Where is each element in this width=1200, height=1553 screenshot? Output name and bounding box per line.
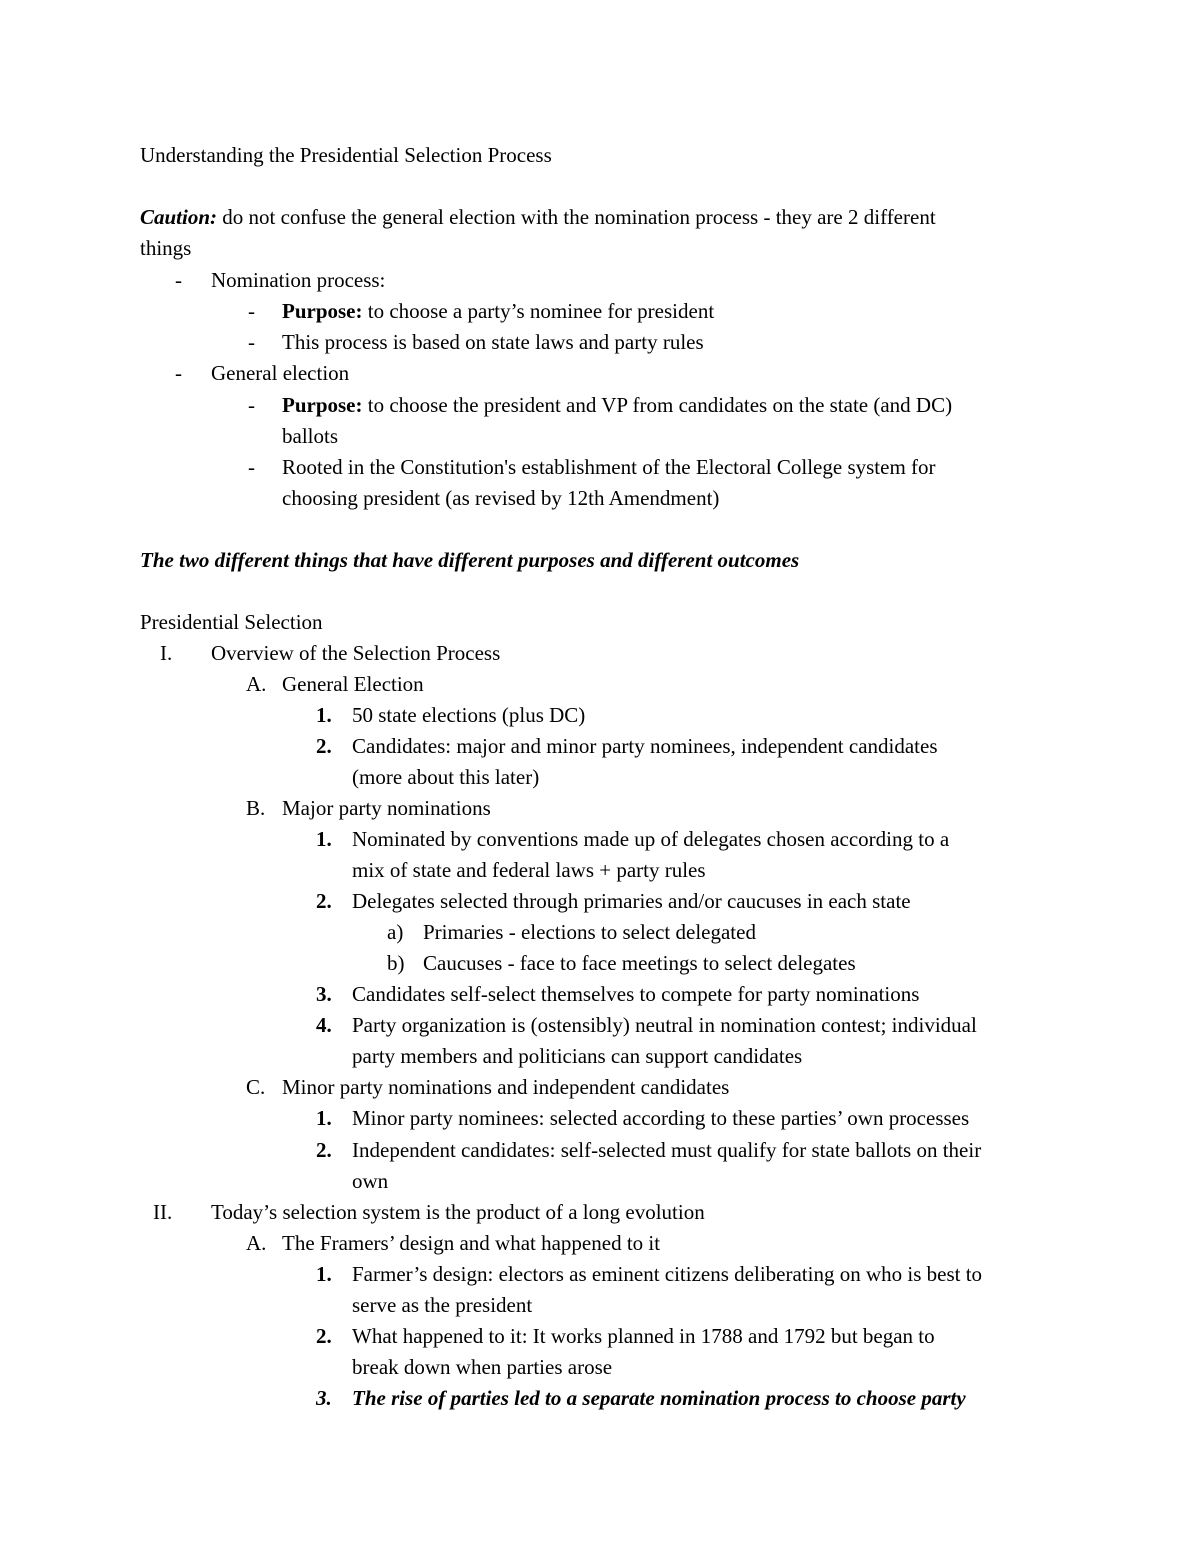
number-marker: 4. — [316, 1013, 332, 1037]
dash-marker: - — [248, 330, 255, 354]
sub-letter-marker: a) — [387, 920, 404, 944]
dash-marker: - — [248, 455, 255, 479]
number-marker: 2. — [316, 889, 332, 913]
number-marker: 1. — [316, 827, 332, 851]
letter-marker: A. — [246, 672, 267, 696]
number-marker: 3. — [316, 982, 332, 1006]
dash-marker: - — [175, 268, 182, 292]
caution-label: Caution: — [140, 205, 218, 229]
number-marker: 1. — [316, 1106, 332, 1130]
dash-marker: - — [248, 393, 255, 417]
dash-marker: - — [175, 361, 182, 385]
caution-text: do not confuse the general election with the nomination process - they are 2 different — [217, 205, 936, 229]
letter-marker: A. — [246, 1231, 267, 1255]
number-marker: 1. — [316, 703, 332, 727]
dash-marker: - — [248, 299, 255, 323]
number-marker: 2. — [316, 734, 332, 758]
purpose-label: Purpose: — [282, 299, 363, 323]
roman-numeral: I. — [160, 641, 173, 665]
number-marker: 2. — [316, 1324, 332, 1348]
sub-letter-marker: b) — [387, 951, 405, 975]
number-marker: 1. — [316, 1262, 332, 1286]
roman-numeral: II. — [153, 1200, 173, 1224]
letter-marker: C. — [246, 1075, 266, 1099]
letter-marker: B. — [246, 796, 266, 820]
purpose-label: Purpose: — [282, 393, 363, 417]
document-page: Understanding the Presidential Selection Process Caution: do not confuse the general election with the nomination process - they are 2 different things - Nomination process: - Purpose: to choose a party’s nominee for president - This process is based on state laws and party rules - General election - Purpose: to choose the president and VP from candidates on the state (and DC) ballots - Rooted in the Constitution's establishment of the Electoral College system for choosing president (as revised by 12th Amendment) The two different things that have different purposes and different outcomes Presidential Selection I. Overview of the Selection Process A. General Election 1. 50 state elections (plus DC) 2. Candidates: major and minor party nominees, independent candidates (more about this later) B. Major party nominations 1. Nominated by conventions made up of delegates chosen according to a mix of state and federal laws + party rules 2. Delegates selected through primaries and/or caucuses in each state a) Primaries - elections to select delegated b) Caucuses - face to face meetings to select delegates 3. Candidates self-select themselves to compete for party nominations 4. Party organization is (ostensibly) neutral in nomination contest; individual party members and politicians can support candidates C. Minor party nominations and independent candidates 1. Minor party nominees: selected according to these parties’ own processes 2. Independent candidates: self-selected must qualify for state ballots on their own II. Today’s selection system is the product of a long evolution A. The Framers’ design and what happened to it 1. Farmer’s design: electors as eminent citizens deliberating on who is best to serve as the president 2. What happened to it: It works planned in 1788 and 1792 but began to break down when parties arose 3. The rise of parties led to a separate nomination process to choose party — [0, 0, 1200, 1553]
number-marker: 2. — [316, 1138, 332, 1162]
number-marker: 3. — [316, 1386, 332, 1410]
